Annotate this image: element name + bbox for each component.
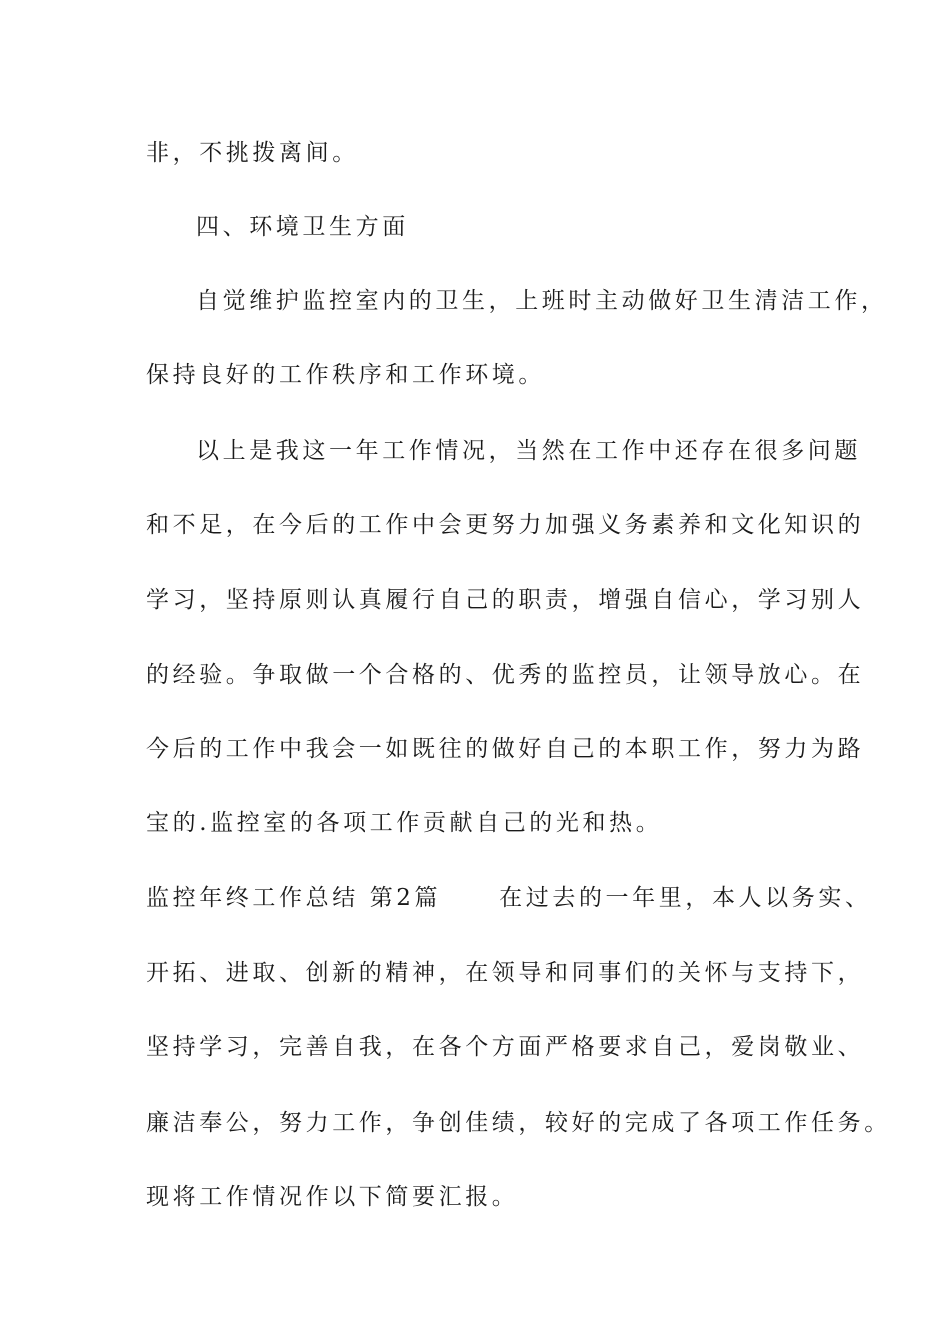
paragraph-line: 现将工作情况作以下简要汇报。: [146, 1184, 519, 1210]
paragraph-line: 的经验。争取做一个合格的、优秀的监控员，让领导放心。在: [146, 662, 865, 688]
section-title: 监控年终工作总结 第2篇: [146, 885, 442, 911]
paragraph-line: 今后的工作中我会一如既往的做好自己的本职工作，努力为路: [146, 736, 865, 762]
paragraph-line: 和不足，在今后的工作中会更努力加强义务素养和文化知识的: [146, 512, 865, 538]
paragraph-line: 以上是我这一年工作情况，当然在工作中还存在很多问题: [196, 438, 861, 464]
paragraph-line: 宝的.监控室的各项工作贡献自己的光和热。: [146, 810, 663, 836]
paragraph-line: 廉洁奉公，努力工作，争创佳绩，较好的完成了各项工作任务。: [146, 1110, 891, 1136]
section2-first-line: [146, 883, 872, 913]
paragraph-line: 自觉维护监控室内的卫生，上班时主动做好卫生清洁工作，: [196, 288, 888, 314]
paragraph-line: 保持良好的工作秩序和工作环境。: [146, 362, 545, 388]
paragraph-line: 非，不挑拨离间。: [146, 140, 359, 166]
paragraph-text: 在过去的一年里，本人以务实、: [499, 885, 872, 911]
section-heading: 四、环境卫生方面: [196, 214, 409, 240]
paragraph-line: 开拓、进取、创新的精神，在领导和同事们的关怀与支持下，: [146, 960, 865, 986]
paragraph-line: 坚持学习，完善自我，在各个方面严格要求自己，爱岗敬业、: [146, 1034, 865, 1060]
paragraph-line: 学习，坚持原则认真履行自己的职责，增强自信心，学习别人: [146, 587, 865, 613]
